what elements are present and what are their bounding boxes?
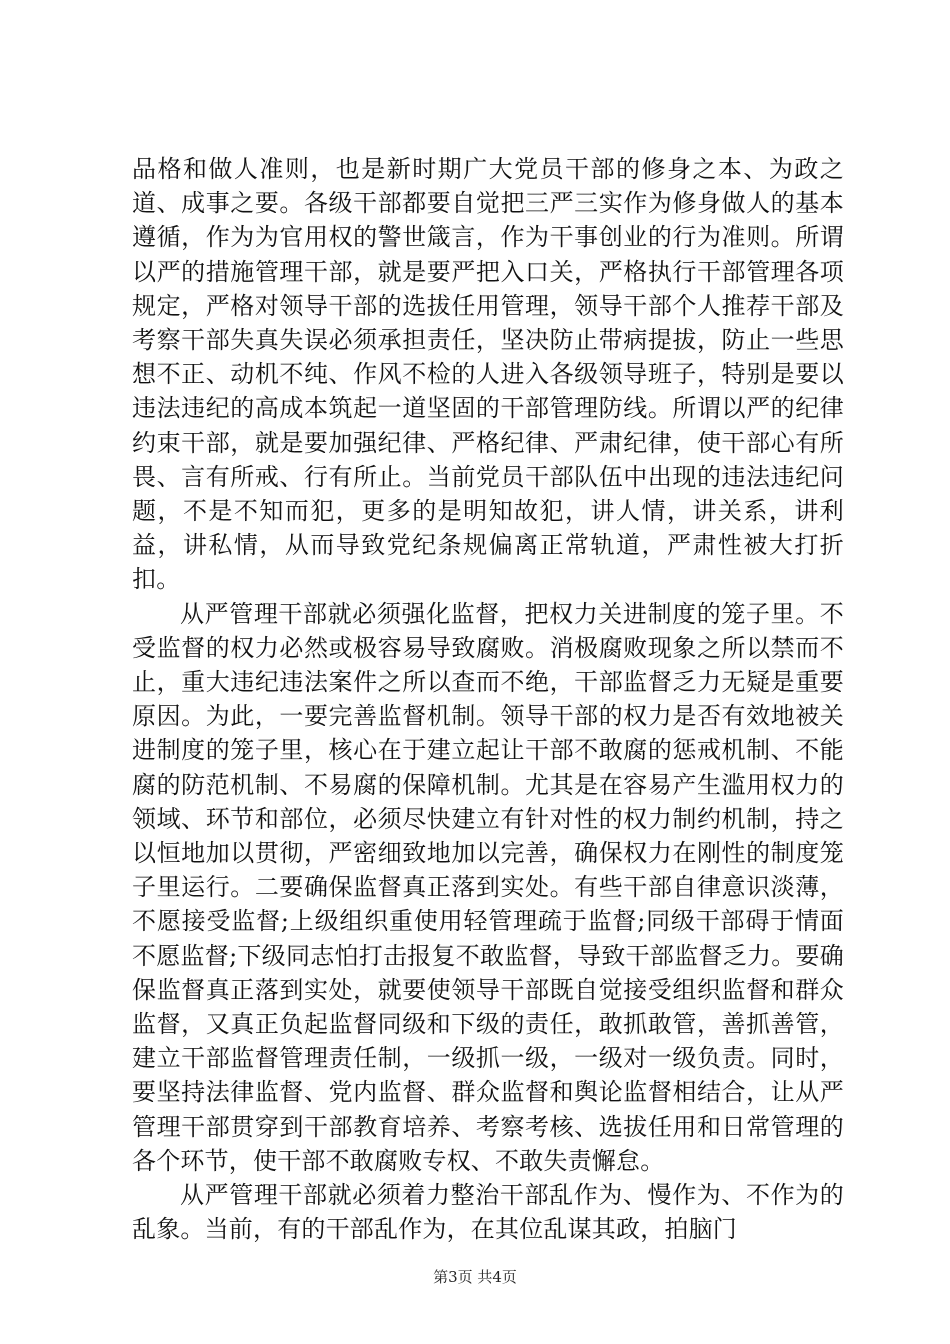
page-footer: 第3页 共4页	[433, 1268, 517, 1286]
paragraph-1: 品格和做人准则，也是新时期广大党员干部的修身之本、为政之道、成事之要。各级干部都要自觉把三严三实作为修身做人的基本遵循，作为为官用权的警世箴言，作为干事创业的行为准则。所谓以严的措施管理干部，就是要严把入口关，严格执行干部管理各项规定，严格对领导干部的选拔任用管理，领导干部个人推荐干部及考察干部失真失误必须承担责任，坚决防止带病提拔，防止一些思想不正、动机不纯、作风不检的人进入各级领导班子，特别是要以违法违纪的高成本筑起一道坚固的干部管理防线。所谓以严的纪律约束干部，就是要加强纪律、严格纪律、严肃纪律，使干部心有所畏、言有所戒、行有所止。当前党员干部队伍中出现的违法违纪问题，不是不知而犯，更多的是明知故犯，讲人情，讲关系，讲利益，讲私情，从而导致党纪条规偏离正常轨道，严肃性被大打折扣。	[132, 155, 844, 594]
document-body	[132, 152, 844, 1247]
paragraph-2: 从严管理干部就必须强化监督，把权力关进制度的笼子里。不受监督的权力必然或极容易导致腐败。消极腐败现象之所以禁而不止，重大违纪违法案件之所以查而不绝，干部监督乏力无疑是重要原因。为此，一要完善监督机制。领导干部的权力是否有效地被关进制度的笼子里，核心在于建立起让干部不敢腐的惩戒机制、不能腐的防范机制、不易腐的保障机制。尤其是在容易产生滥用权力的领域、环节和部位，必须尽快建立有针对性的权力制约机制，持之以恒地加以贯彻，严密细致地加以完善，确保权力在刚性的制度笼子里运行。二要确保监督真正落到实处。有些干部自律意识淡薄，不愿接受监督;上级组织重使用轻管理疏于监督;同级干部碍于情面不愿监督;下级同志怕打击报复不敢监督，导致干部监督乏力。要确保监督真正落到实处，就要使领导干部既自觉接受组织监督和群众监督，又真正负起监督同级和下级的责任，敢抓敢管，善抓善管，建立干部监督管理责任制，一级抓一级，一级对一级负责。同时，要坚持法律监督、党内监督、群众监督和舆论监督相结合，让从严管理干部贯穿到干部教育培养、考察考核、选拔任用和日常管理的各个环节，使干部不敢腐败专权、不敢失责懈怠。	[132, 599, 844, 1175]
paragraph-3: 从严管理干部就必须着力整治干部乱作为、慢作为、不作为的乱象。当前，有的干部乱作为，在其位乱谋其政，拍脑门	[132, 1181, 844, 1244]
